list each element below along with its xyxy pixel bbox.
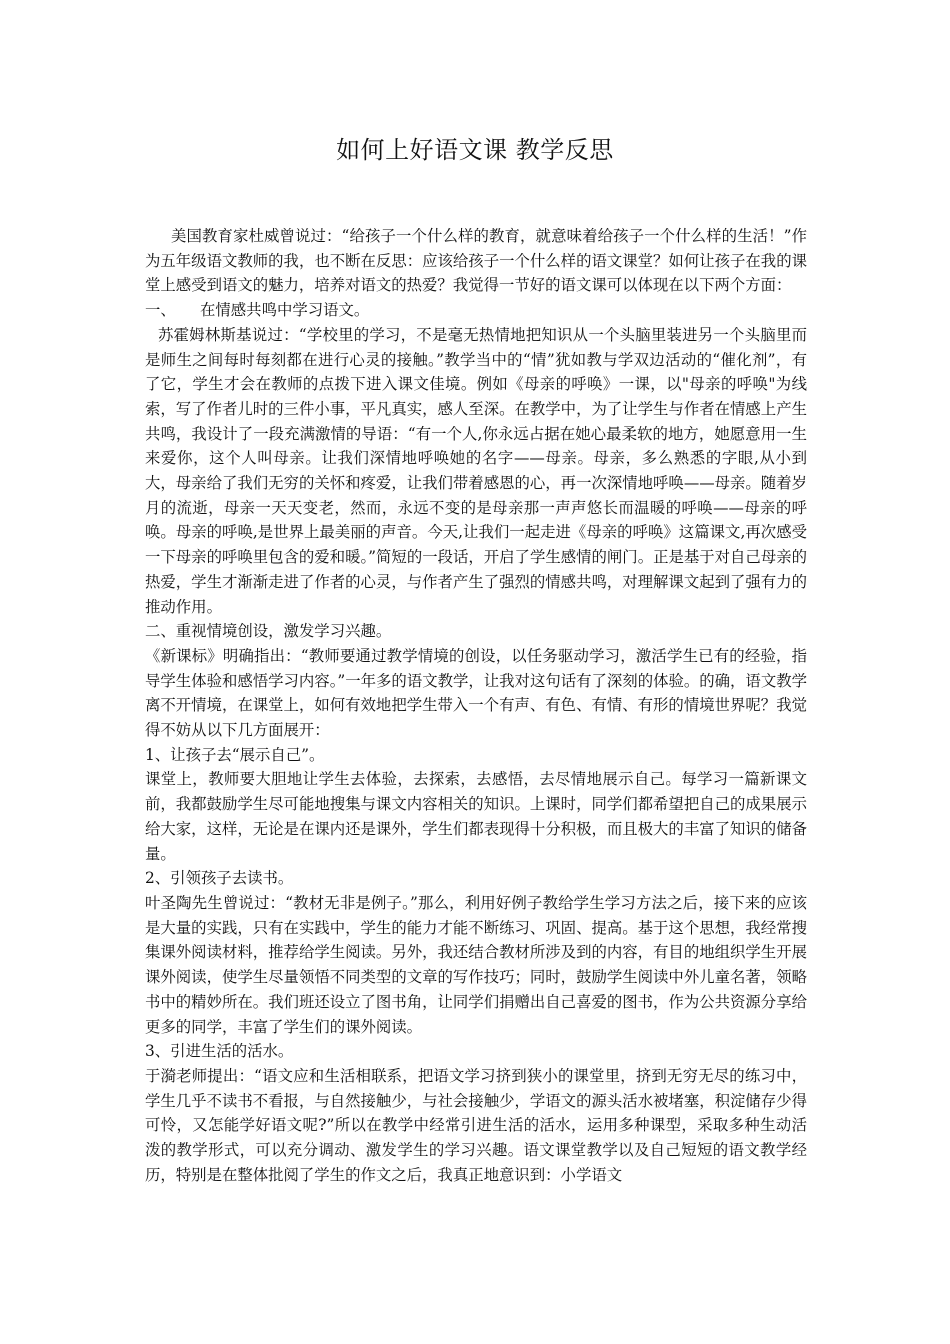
item-3-heading: 3、引进生活的活水。 bbox=[145, 1042, 294, 1061]
item-1-heading: 1、让孩子去“展示自己”。 bbox=[145, 745, 325, 764]
item-1-paragraph: 课堂上，教师要大胆地让学生去体验，去探索，去感悟，去尽情地展示自己。每学习一篇新课文前，我都鼓励学生尽可能地搜集与课文内容相关的知识。上课时，同学们都希望把自己的成果展示给大家，这样，无论是在课内还是课外，学生们都表现得十分积极，而且极大的丰富了知识的储备量。 bbox=[145, 770, 807, 863]
document-title: 如何上好语文课 教学反思 bbox=[336, 136, 614, 164]
section-2-heading: 二、重视情境创设，激发学习兴趣。 bbox=[145, 622, 392, 641]
section-1-paragraph: 苏霍姆林斯基说过：“学校里的学习，不是毫无热情地把知识从一个头脑里装进另一个头脑里而是师生之间每时每刻都在进行心灵的接触。”教学当中的“情”犹如教与学双边活动的“催化剂”，有了它，学生才会在教师的点拨下进入课文佳境。例如《母亲的呼唤》一课，以"母亲的呼唤"为线索，写了作者儿时的三件小事，平凡真实，感人至深。在教学中，为了让学生与作者在情感上产生共鸣，我设计了一段充满激情的导语：“有一个人,你永远占据在她心最柔软的地方，她愿意用一生来爱你，这个人叫母亲。让我们深情地呼唤她的名字——母亲。母亲，多么熟悉的字眼,从小到大，母亲给了我们无穷的关怀和疼爱，让我们带着感恩的心，再一次深情地呼唤——母亲。随着岁月的流逝，母亲一天天变老，然而，永远不变的是母亲那一声声悠长而温暖的呼唤——母亲的呼唤。母亲的呼唤,是世界上最美丽的声音。今天,让我们一起走进《母亲的呼唤》这篇课文,再次感受一下母亲的呼唤里包含的爱和暖。”简短的一段话，开启了学生感情的闸门。正是基于对自己母亲的热爱，学生才渐渐走进了作者的心灵，与作者产生了强烈的情感共鸣，对理解课文起到了强有力的推动作用。 bbox=[145, 325, 807, 616]
section-2-paragraph: 《新课标》明确指出：“教师要通过教学情境的创设，以任务驱动学习，激活学生已有的经验，指导学生体验和感悟学习内容。”一年多的语文教学，让我对这句话有了深刻的体验。的确，语文教学离不开情境，在课堂上，如何有效地把学生带入一个有声、有色、有情、有形的情境世界呢？我觉得不妨从以下几方面展开： bbox=[145, 646, 807, 740]
item-2-heading: 2、引领孩子去读书。 bbox=[145, 869, 294, 888]
intro-paragraph: 美国教育家杜威曾说过：“给孩子一个什么样的教育，就意味着给孩子一个什么样的生活！”作为五年级语文教师的我，也不断在反思：应该给孩子一个什么样的语文课堂？如何让孩子在我的课堂上感受到语文的魅力，培养对语文的热爱？我觉得一节好的语文课可以体现在以下两个方面： bbox=[145, 227, 807, 295]
item-2-paragraph: 叶圣陶先生曾说过：“教材无非是例子。”那么，利用好例子教给学生学习方法之后，接下来的应该是大量的实践，只有在实践中，学生的能力才能不断练习、巩固、提高。基于这个思想，我经常搜集课外阅读材料，推荐给学生阅读。另外，我还结合教材所涉及到的内容，有目的地组织学生开展课外阅读，使学生尽量领悟不同类型的文章的写作技巧；同时，鼓励学生阅读中外儿童名著，领略书中的精妙所在。我们班还设立了图书角，让同学们捐赠出自己喜爱的图书，作为公共资源分享给更多的同学，丰富了学生们的课外阅读。 bbox=[145, 893, 807, 1036]
section-1-title: 在情感共鸣中学习语文。 bbox=[200, 301, 370, 320]
section-1-number: 一、 bbox=[145, 301, 176, 320]
section-1-heading bbox=[145, 298, 807, 323]
item-3-paragraph: 于漪老师提出：“语文应和生活相联系，把语文学习挤到狭小的课堂里，挤到无穷无尽的练习中，学生几乎不读书不看报，与自然接触少，与社会接触少，学语文的源头活水被堵塞，积淀储存少得可怜，又怎能学好语文呢?”所以在教学中经常引进生活的活水，运用多种课型，采取多种生动活泼的教学形式，可以充分调动、激发学生的学习兴趣。语文课堂教学以及自己短短的语文教学经历，特别是在整体批阅了学生的作文之后，我真正地意识到：小学语文 bbox=[145, 1066, 807, 1184]
document-body bbox=[145, 224, 807, 1187]
